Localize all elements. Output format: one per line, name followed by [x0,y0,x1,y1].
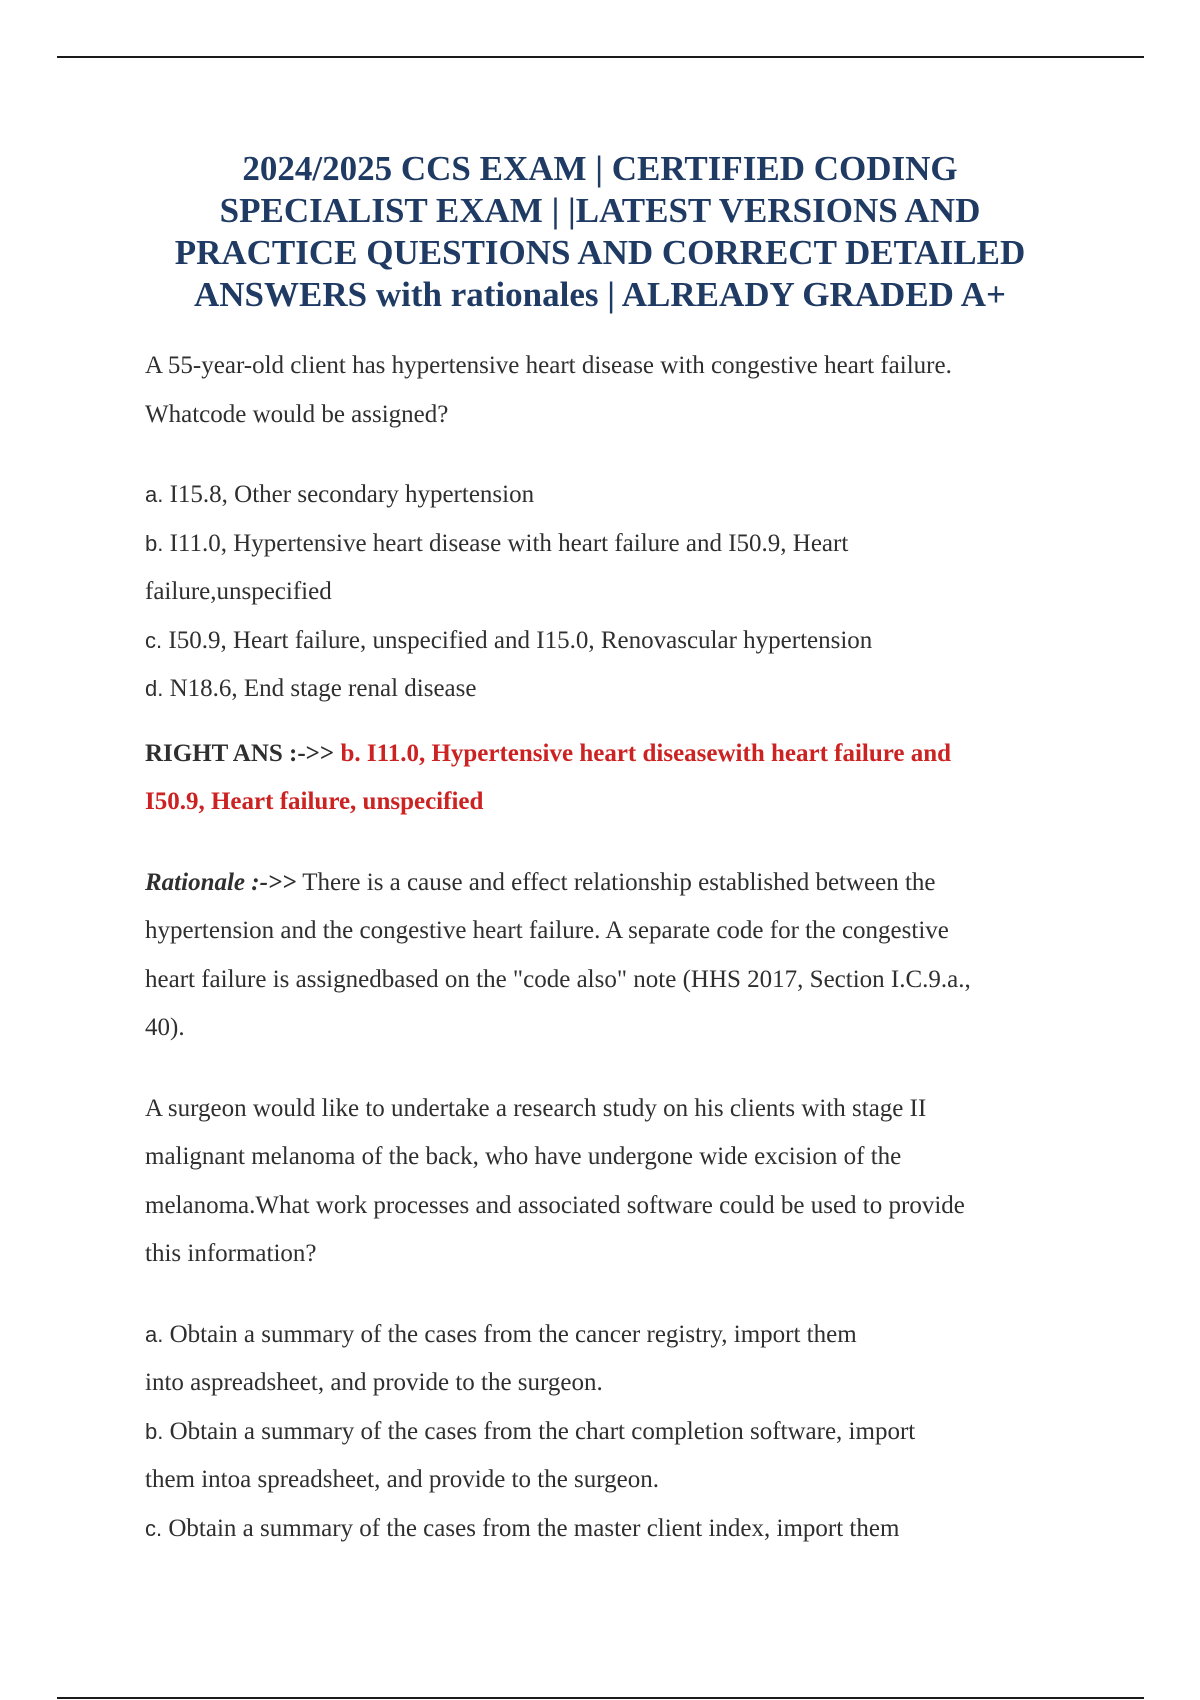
rationale-text: There is a cause and effect relationship established between the [302,868,936,896]
rationale-text: heart failure is assignedbased on the "code also" note (HHS 2017, Section I.C.9.a., [145,965,971,993]
answer-label: RIGHT ANS :->> [145,739,335,767]
question-stem-line: A 55-year-old client has hypertensive heart disease with congestive heart failure. [145,352,952,379]
option-text: I15.8, Other secondary hypertension [169,481,535,508]
title-line: PRACTICE QUESTIONS AND CORRECT DETAILED [174,233,1026,272]
option-letter: b. [145,530,164,556]
top-divider [57,56,1144,58]
question-stem-line: this information? [145,1240,317,1267]
option-letter: b. [145,1418,164,1444]
question-stem-line: Whatcode would be assigned? [145,400,449,428]
option-d [145,665,1105,714]
rationale-text: hypertension and the congestive heart failure. A separate code for the congestive [145,917,949,944]
option-letter: c. [145,1515,163,1541]
question-2 [145,1085,1105,1279]
option-c [145,617,1105,666]
option-text: I11.0, Hypertensive heart disease with heart failure and I50.9, Heart [169,529,849,557]
option-text: Obtain a summary of the cases from the cancer registry, import them [169,1320,857,1348]
title-line: 2024/2025 CCS EXAM | CERTIFIED CODING [242,149,958,188]
rationale-text: 40). [145,1014,185,1041]
question-stem-line: malignant melanoma of the back, who have undergone wide excision of the [145,1143,902,1170]
document-title [140,148,1060,316]
option-letter: a. [145,482,164,507]
question-1 [145,342,1105,439]
option-text: I50.9, Heart failure, unspecified and I15.0, Renovascular hypertension [168,626,873,654]
question-stem-line: A surgeon would like to undertake a research study on his clients with stage II [145,1094,927,1122]
question-1-options [145,471,1105,714]
question-stem-line: melanoma.What work processes and associated software could be used to provide [145,1191,965,1219]
option-text: Obtain a summary of the cases from the chart completion software, import [169,1417,916,1445]
rationale-label: Rationale :->> [145,868,297,896]
bottom-divider [57,1697,1144,1699]
option-letter: d. [145,676,164,701]
option-b-continued: failure,unspecified [145,578,332,605]
option-b [145,1408,1105,1457]
answer-text-continued: I50.9, Heart failure, unspecified [145,788,484,815]
question-2-options [145,1311,1105,1554]
option-text: N18.6, End stage renal disease [169,675,477,702]
title-line: SPECIALIST EXAM | |LATEST VERSIONS AND [219,191,981,230]
question-1-answer [145,730,1105,827]
answer-text: b. I11.0, Hypertensive heart diseasewith heart failure and [340,739,952,767]
question-1-rationale [145,859,1105,1053]
option-b-continued: them intoa spreadsheet, and provide to the surgeon. [145,1466,659,1493]
option-text: Obtain a summary of the cases from the master client index, import them [168,1514,900,1542]
option-a-continued: into aspreadsheet, and provide to the surgeon. [145,1369,603,1396]
option-letter: c. [145,627,163,653]
option-b [145,520,1105,569]
option-a [145,1311,1105,1360]
title-line: ANSWERS with rationales | ALREADY GRADED A+ [194,275,1006,314]
option-a [145,471,1105,520]
document-body [145,342,1105,1553]
option-c [145,1505,1105,1554]
option-letter: a. [145,1321,164,1347]
